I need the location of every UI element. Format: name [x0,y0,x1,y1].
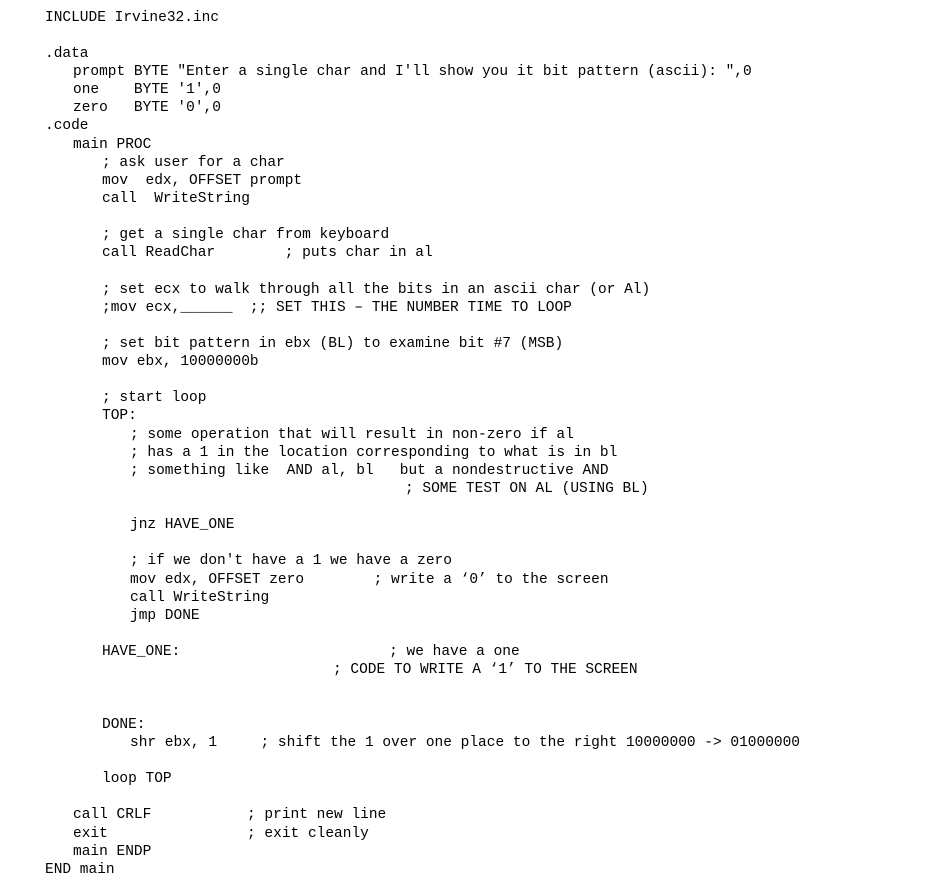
code-line: ; ask user for a char [102,155,285,171]
code-line: ; SOME TEST ON AL (USING BL) [405,481,649,497]
code-line: call CRLF ; print new line [73,807,387,823]
code-line: prompt BYTE "Enter a single char and I'll show you it bit pattern (ascii): ",0 [73,64,752,80]
code-line: ; something like AND al, bl but a nondestructive AND [130,463,609,479]
code-line: jmp DONE [130,608,200,624]
code-line: ; set ecx to walk through all the bits in an ascii char (or Al) [102,282,651,298]
code-line: loop TOP [102,771,172,787]
code-line: main PROC [73,137,152,153]
code-line: ; some operation that will result in non-zero if al [130,427,574,443]
code-line: .data [45,46,89,62]
code-line: call WriteString [102,191,250,207]
code-line: one BYTE '1',0 [73,82,221,98]
code-line: END main [45,862,115,878]
code-line: INCLUDE Irvine32.inc [45,10,220,26]
code-line: jnz HAVE_ONE [130,517,235,533]
code-line: ; CODE TO WRITE A ‘1’ TO THE SCREEN [333,662,638,678]
code-line: call WriteString [130,590,270,606]
code-line: mov edx, OFFSET prompt [102,173,303,189]
code-line: main ENDP [73,844,152,860]
code-line: ; has a 1 in the location corresponding to what is in bl [130,445,618,461]
code-line: .code [45,118,89,134]
code-line: mov ebx, 10000000b [102,354,259,370]
code-line: mov edx, OFFSET zero ; write a ‘0’ to the screen [130,572,609,588]
code-line: DONE: [102,717,146,733]
code-line: ;mov ecx,______ ;; SET THIS – THE NUMBER TIME TO LOOP [102,300,572,316]
code-line: zero BYTE '0',0 [73,100,221,116]
code-line: ; if we don't have a 1 we have a zero [130,553,452,569]
code-line: HAVE_ONE: ; we have a one [102,644,520,660]
code-line: ; get a single char from keyboard [102,227,390,243]
code-line: ; set bit pattern in ebx (BL) to examine bit #7 (MSB) [102,336,564,352]
code-line: shr ebx, 1 ; shift the 1 over one place to the right 10000000 -> 01000000 [130,735,801,751]
code-line: call ReadChar ; puts char in al [102,245,433,261]
code-line: TOP: [102,408,137,424]
code-line: ; start loop [102,390,207,406]
code-line: exit ; exit cleanly [73,826,369,842]
